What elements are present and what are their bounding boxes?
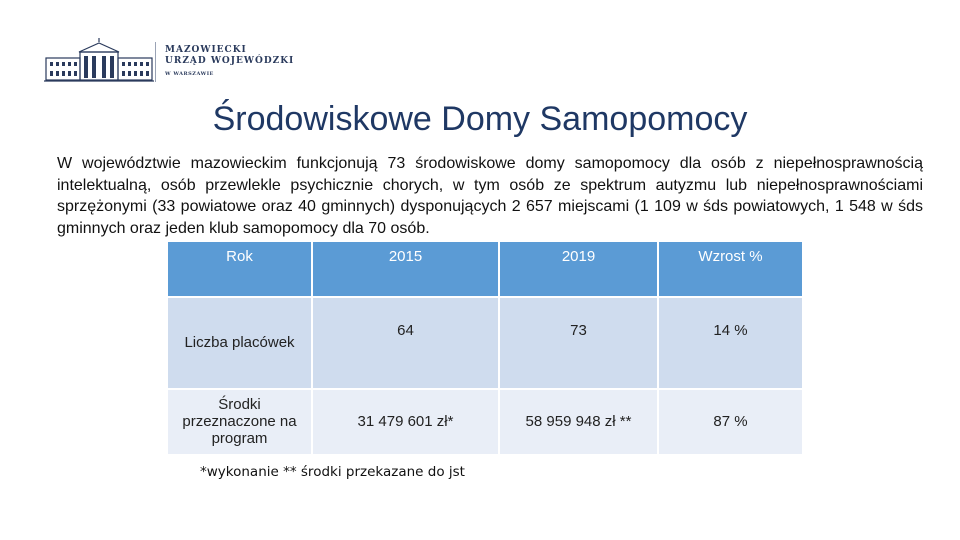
table-cell: 14 % — [659, 298, 802, 388]
header-cell: 2019 — [500, 242, 657, 296]
header-cell: Wzrost % — [659, 242, 802, 296]
logo-divider — [155, 42, 156, 82]
table-cell: 31 479 601 zł* — [313, 390, 498, 454]
table-cell: 87 % — [659, 390, 802, 454]
page-title: Środowiskowe Domy Samopomocy — [212, 100, 748, 138]
content — [57, 153, 923, 480]
footnote: *wykonanie ** środki przekazane do jst — [200, 463, 465, 480]
table-row — [168, 298, 802, 388]
statistics-table — [166, 240, 804, 456]
logo-line-1: MAZOWIECKI — [165, 45, 247, 55]
header-cell: Rok — [168, 242, 311, 296]
logo-text — [165, 45, 294, 77]
building-logo-icon — [44, 34, 154, 84]
table-cell: Środki przeznaczone na program — [168, 390, 311, 454]
header-cell: 2015 — [313, 242, 498, 296]
logo-line-2: URZĄD WOJEWÓDZKI — [165, 56, 295, 66]
table-header-row — [168, 242, 802, 296]
table-cell: Liczba placówek — [168, 298, 311, 388]
table-cell: 73 — [500, 298, 657, 388]
intro-paragraph: W województwie mazowieckim funkcjonują 73 środowiskowe domy samopomocy dla osób z niepełnosprawnością intelektualną, osób przewlekle psychicznie chorych, w tym osób ze spektrum autyzmu lub niepełnosprawnościami sprzężonymi (33 powiatowe oraz 40 gminnych) dysponujących 2 657 miejscami (1 109 w śds powiatowych, 1 548 w śds gminnych oraz jeden klub samopomocy dla 70 osób. — [57, 155, 923, 238]
table-cell: 58 959 948 zł ** — [500, 390, 657, 454]
logo-line-3: W WARSZAWIE — [165, 71, 214, 77]
table-cell: 64 — [313, 298, 498, 388]
table-row — [168, 390, 802, 454]
